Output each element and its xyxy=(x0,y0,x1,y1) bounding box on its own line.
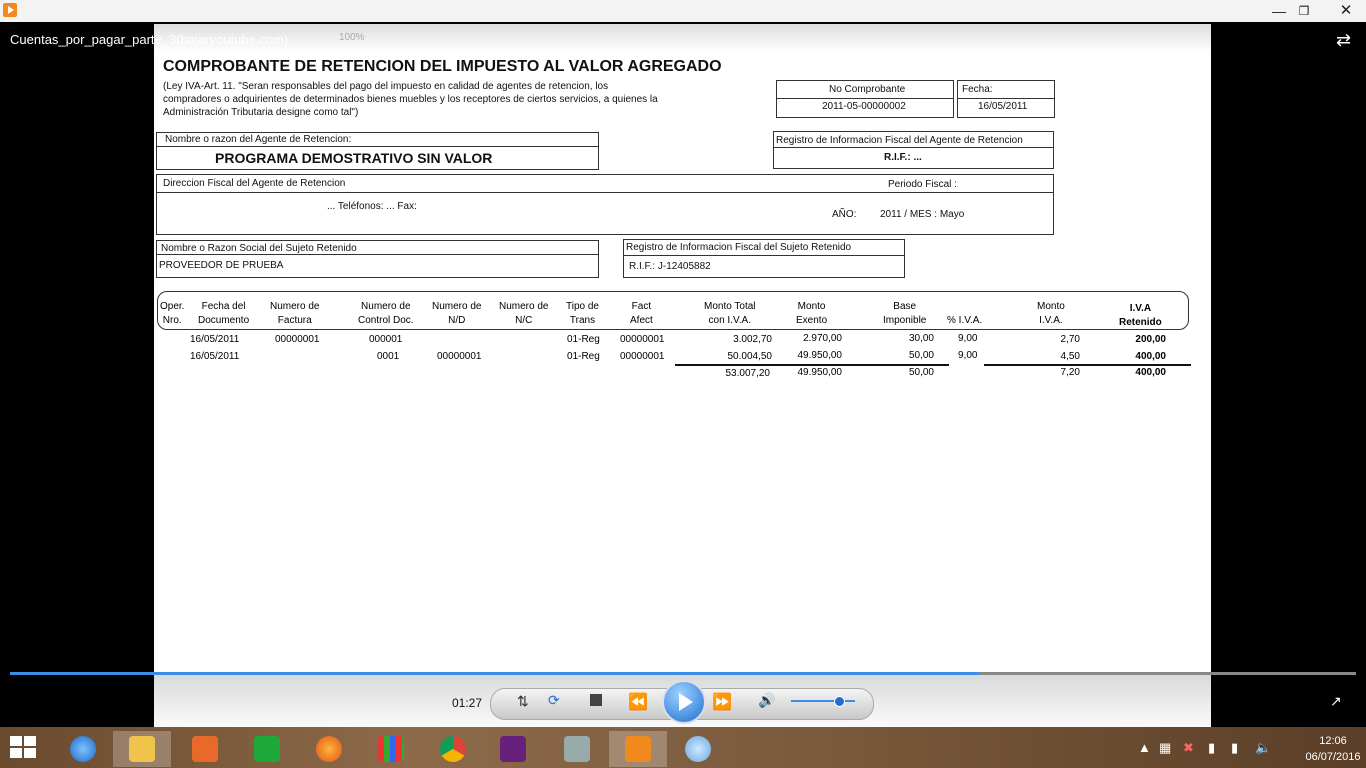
row2-fecha: 16/05/2011 xyxy=(190,351,240,362)
comprobante-box xyxy=(776,80,954,118)
row2-iva: 4,50 xyxy=(1060,351,1080,362)
total-monto: 53.007,20 xyxy=(725,368,770,379)
col-control: Numero de Control Doc. xyxy=(358,301,414,326)
row2-total: 50.004,50 xyxy=(727,351,772,362)
paint-icon[interactable] xyxy=(669,731,727,767)
apps-icon[interactable] xyxy=(362,731,420,767)
speaker-icon[interactable]: 🔈 xyxy=(1255,740,1272,755)
col-nd: Numero de N/D xyxy=(432,301,482,326)
col-tipo: Tipo de Trans xyxy=(566,301,599,326)
telefonos-text: ... Teléfonos: ... Fax: xyxy=(327,201,417,212)
rif-agente-value: R.I.F.: ... xyxy=(884,152,922,163)
volume-knob[interactable] xyxy=(834,696,845,707)
media-player-app-icon xyxy=(3,3,17,17)
row2-base: 50,00 xyxy=(908,350,934,361)
taskbar-clock[interactable] xyxy=(1300,733,1366,765)
chrome-icon[interactable] xyxy=(424,731,482,767)
row2-exento: 49.950,00 xyxy=(797,350,842,361)
col-monto-total: Monto Total con I.V.A. xyxy=(704,301,756,326)
totals-line xyxy=(984,364,1191,366)
col-fact: Fact Afect xyxy=(630,301,653,326)
row2-nd: 00000001 xyxy=(437,351,482,362)
doc-title: COMPROBANTE DE RETENCION DEL IMPUESTO AL VALOR AGREGADO xyxy=(163,58,722,75)
video-frame xyxy=(154,24,1211,674)
col-factura: Numero de Factura xyxy=(270,301,320,326)
agente-label: Nombre o razon del Agente de Retencion: xyxy=(165,134,352,145)
col-exento: Monto Exento xyxy=(796,301,828,326)
comprobante-label: No Comprobante xyxy=(829,84,906,95)
direccion-box xyxy=(156,174,1054,235)
fecha-box xyxy=(957,80,1055,118)
col-monto-iva: Monto I.V.A. xyxy=(1037,301,1065,326)
col-pct: % I.V.A. xyxy=(947,315,983,326)
clock-time: 12:06 xyxy=(1319,735,1347,747)
agente-value: PROGRAMA DEMOSTRATIVO SIN VALOR xyxy=(215,150,493,166)
col-base: Base Imponible xyxy=(883,301,927,326)
network-error-icon[interactable]: ✖ xyxy=(1183,740,1194,755)
file-explorer-icon[interactable] xyxy=(113,731,171,767)
total-ret: 400,00 xyxy=(1135,367,1166,378)
anio-value: 2011 / MES : Mayo xyxy=(880,209,965,220)
rif-agente-label: Registro de Informacion Fiscal del Agente de Retencion xyxy=(776,135,1023,146)
firefox-icon[interactable] xyxy=(300,731,358,767)
table-header xyxy=(157,291,1189,330)
repeat-icon[interactable]: ⟳ xyxy=(548,692,560,708)
ie-icon[interactable] xyxy=(54,731,112,767)
start-button[interactable] xyxy=(10,736,38,760)
row1-ret: 200,00 xyxy=(1135,334,1166,345)
row2-fact: 00000001 xyxy=(620,351,665,362)
row1-fact: 00000001 xyxy=(620,334,665,345)
switch-to-library-icon[interactable]: ↗ xyxy=(1330,693,1342,709)
window-titlebar xyxy=(0,0,1366,22)
row2-control: 0001 xyxy=(377,351,400,362)
total-base: 50,00 xyxy=(908,367,934,378)
direccion-label: Direccion Fiscal del Agente de Retencion xyxy=(163,178,346,189)
zoom-select: 100% xyxy=(339,32,365,43)
row1-fecha: 16/05/2011 xyxy=(190,334,240,345)
sujeto-box xyxy=(156,240,599,278)
sujeto-value: PROVEEDOR DE PRUEBA xyxy=(159,260,284,271)
row1-control: 000001 xyxy=(369,334,403,345)
col-retenido: I.V.A Retenido xyxy=(1119,303,1162,328)
volume-slider[interactable] xyxy=(791,700,855,702)
volume-icon[interactable]: 🔊 xyxy=(758,692,776,708)
agente-box xyxy=(156,132,599,170)
comprobante-value: 2011-05-00000002 xyxy=(822,101,906,112)
rif-sujeto-value: R.I.F.: J-12405882 xyxy=(629,261,711,272)
row1-iva: 2,70 xyxy=(1060,334,1080,345)
stop-button[interactable] xyxy=(590,694,602,706)
clock-date: 06/07/2016 xyxy=(1305,751,1361,763)
close-button[interactable]: ✕ xyxy=(1339,2,1353,19)
maximize-button[interactable]: ❐ xyxy=(1298,4,1310,18)
row1-total: 3.002,70 xyxy=(733,334,772,345)
current-time: 01:27 xyxy=(452,696,483,710)
row2-tipo: 01-Reg xyxy=(567,351,600,362)
fecha-label: Fecha: xyxy=(962,84,993,95)
office-icon[interactable] xyxy=(176,731,234,767)
minimize-button[interactable]: — xyxy=(1272,3,1286,19)
doc-law-text: (Ley IVA-Art. 11. "Seran responsables del pago del impuesto en calidad de agentes de retencion, los compradores o adquirientes de determinados bienes muebles y los receptores de ciertos servicios, a quienes la Administración Tributaria designe como tal") xyxy=(163,81,658,118)
previous-button[interactable]: ⏪ xyxy=(628,694,648,711)
signal-icon[interactable]: ▮ xyxy=(1231,740,1239,755)
video-title: Cuentas_por_pagar_parte_3(bajaryoutube.com) xyxy=(10,32,289,47)
row1-exento: 2.970,00 xyxy=(803,333,842,344)
total-iva: 7,20 xyxy=(1060,367,1080,378)
row1-base: 30,00 xyxy=(908,333,934,344)
col-nc: Numero de N/C xyxy=(499,301,549,326)
playlist-toggle-icon[interactable]: ⇄ xyxy=(1336,30,1352,50)
fecha-value: 16/05/2011 xyxy=(978,101,1028,112)
col-oper: Oper. Nro. xyxy=(160,301,185,326)
next-button[interactable]: ⏩ xyxy=(712,694,732,711)
show-hidden-icons-icon[interactable]: ▲ xyxy=(1138,740,1151,755)
rif-sujeto-label: Registro de Informacion Fiscal del Sujeto Retenido xyxy=(626,242,852,253)
row2-pct: 9,00 xyxy=(958,350,978,361)
tools-icon[interactable] xyxy=(548,731,606,767)
play-button[interactable] xyxy=(662,680,706,724)
viewer-toolbar xyxy=(154,24,1211,52)
row1-tipo: 01-Reg xyxy=(567,334,600,345)
col-fecha: Fecha del Documento xyxy=(198,301,250,326)
total-exento: 49.950,00 xyxy=(797,367,842,378)
anio-label: AÑO: xyxy=(832,209,857,220)
action-center-icon[interactable]: ▦ xyxy=(1159,740,1172,755)
shuffle-icon[interactable]: ⇅ xyxy=(517,693,529,709)
totals-line xyxy=(675,364,949,366)
periodo-label: Periodo Fiscal : xyxy=(888,179,957,190)
rif-sujeto-box xyxy=(623,239,905,278)
store-icon[interactable] xyxy=(238,731,296,767)
rif-agente-box xyxy=(773,131,1054,169)
row2-ret: 400,00 xyxy=(1135,351,1166,362)
media-player-icon[interactable] xyxy=(609,731,667,767)
battery-icon[interactable]: ▮ xyxy=(1208,740,1216,755)
row1-pct: 9,00 xyxy=(958,333,978,344)
sujeto-label: Nombre o Razon Social del Sujeto Retenido xyxy=(161,243,357,254)
seek-progress xyxy=(10,672,979,675)
row1-factura: 00000001 xyxy=(275,334,320,345)
visual-studio-icon[interactable] xyxy=(484,731,542,767)
